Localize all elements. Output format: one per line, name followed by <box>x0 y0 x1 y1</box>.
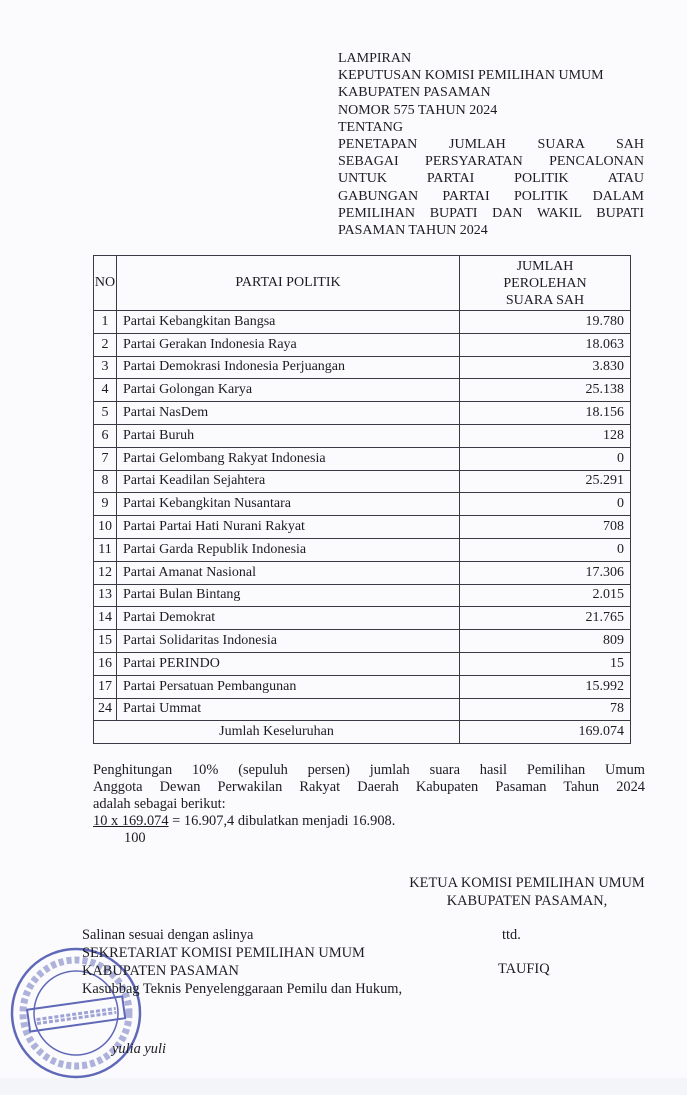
party-name: Partai Kebangkitan Bangsa <box>117 311 460 334</box>
table-row <box>94 402 631 425</box>
header-line: PEMILIHAN BUPATI DAN WAKIL BUPATI <box>338 205 644 221</box>
vote-count: 15 <box>460 652 631 675</box>
vote-count: 18.156 <box>460 402 631 425</box>
header-line: LAMPIRAN <box>338 51 412 66</box>
row-number: 17 <box>94 675 117 698</box>
party-name: Partai Persatuan Pembangunan <box>117 675 460 698</box>
table-row <box>94 675 631 698</box>
table-row <box>94 356 631 379</box>
table-row <box>94 424 631 447</box>
table-row <box>94 470 631 493</box>
chair-title <box>400 874 654 910</box>
table-row <box>94 698 631 721</box>
party-name: Partai Partai Hati Nurani Rakyat <box>117 516 460 539</box>
vote-count: 19.780 <box>460 311 631 334</box>
vote-count: 17.306 <box>460 561 631 584</box>
paragraph-line: adalah sebagai berikut: <box>93 796 226 812</box>
col-votes-line: PEROLEHAN <box>503 275 587 291</box>
party-name: Partai Keadilan Sejahtera <box>117 470 460 493</box>
vote-count: 21.765 <box>460 607 631 630</box>
total-row <box>94 721 631 744</box>
vote-count: 25.138 <box>460 379 631 402</box>
chair-title-line: KABUPATEN PASAMAN, <box>446 893 608 909</box>
total-label: Jumlah Keseluruhan <box>94 721 460 744</box>
vote-count: 15.992 <box>460 675 631 698</box>
header-line: PASAMAN TAHUN 2024 <box>338 223 488 239</box>
table-row <box>94 607 631 630</box>
header-line: KABUPATEN PASAMAN <box>338 85 491 101</box>
vote-count: 25.291 <box>460 470 631 493</box>
paragraph-line: Penghitungan 10% (sepuluh persen) jumlah suara hasil Pemilihan Umum <box>93 762 645 778</box>
party-name: Partai Demokrasi Indonesia Perjuangan <box>117 356 460 379</box>
row-number: 13 <box>94 584 117 607</box>
header-line: GABUNGAN PARTAI POLITIK DALAM <box>338 188 644 204</box>
row-number: 5 <box>94 402 117 425</box>
calculation-formula <box>93 813 645 830</box>
row-number: 12 <box>94 561 117 584</box>
row-number: 4 <box>94 379 117 402</box>
calculation-paragraph <box>93 762 645 847</box>
row-number: 14 <box>94 607 117 630</box>
table-row <box>94 311 631 334</box>
total-value: 169.074 <box>460 721 631 744</box>
table-row <box>94 333 631 356</box>
paragraph-line: Anggota Dewan Perwakilan Rakyat Daerah Kabupaten Pasaman Tahun 2024 <box>93 779 645 795</box>
table-row <box>94 538 631 561</box>
header-line: KEPUTUSAN KOMISI PEMILIHAN UMUM <box>338 68 604 84</box>
party-name: Partai Demokrat <box>117 607 460 630</box>
vote-count: 0 <box>460 493 631 516</box>
copy-line: Kasubbag Teknis Penyelenggaraan Pemilu dan Hukum, <box>82 981 403 997</box>
table-row <box>94 584 631 607</box>
row-number: 2 <box>94 333 117 356</box>
row-number: 1 <box>94 311 117 334</box>
table-row <box>94 447 631 470</box>
col-no-header: NO <box>94 256 117 311</box>
table-row <box>94 379 631 402</box>
party-name: Partai PERINDO <box>117 652 460 675</box>
table-header-row <box>94 256 631 311</box>
vote-table <box>93 255 631 744</box>
row-number: 11 <box>94 538 117 561</box>
copy-certification <box>82 926 402 998</box>
party-name: Partai Garda Republik Indonesia <box>117 538 460 561</box>
party-name: Partai Buruh <box>117 424 460 447</box>
vote-count: 18.063 <box>460 333 631 356</box>
copy-line: SEKRETARIAT KOMISI PEMILIHAN UMUM <box>82 945 365 961</box>
row-number: 15 <box>94 630 117 653</box>
chair-title-line: KETUA KOMISI PEMILIHAN UMUM <box>409 875 645 891</box>
copy-line: KABUPATEN PASAMAN <box>82 963 239 979</box>
row-number: 8 <box>94 470 117 493</box>
header-line: SEBAGAI PERSYARATAN PENCALONAN <box>338 154 644 170</box>
col-votes-line: SUARA SAH <box>505 292 585 308</box>
party-name: Partai Ummat <box>117 698 460 721</box>
party-name: Partai Gelombang Rakyat Indonesia <box>117 447 460 470</box>
table-row <box>94 516 631 539</box>
vote-count: 3.830 <box>460 356 631 379</box>
party-name: Partai Solidaritas Indonesia <box>117 630 460 653</box>
col-party-header: PARTAI POLITIK <box>117 256 460 311</box>
row-number: 9 <box>94 493 117 516</box>
party-name: Partai Bulan Bintang <box>117 584 460 607</box>
party-name: Partai NasDem <box>117 402 460 425</box>
row-number: 6 <box>94 424 117 447</box>
attachment-header <box>338 50 644 239</box>
party-name: Partai Amanat Nasional <box>117 561 460 584</box>
col-votes-line: JUMLAH <box>516 258 574 274</box>
copy-line: Salinan sesuai dengan aslinya <box>82 927 254 943</box>
vote-count: 78 <box>460 698 631 721</box>
col-votes-header <box>460 256 631 311</box>
vote-count: 128 <box>460 424 631 447</box>
result: = 16.907,4 dibulatkan menjadi 16.908. <box>168 813 396 829</box>
vote-count: 2.015 <box>460 584 631 607</box>
header-line: NOMOR 575 TAHUN 2024 <box>338 102 498 118</box>
vote-count: 0 <box>460 447 631 470</box>
table-row <box>94 630 631 653</box>
vote-count: 809 <box>460 630 631 653</box>
vote-count: 0 <box>460 538 631 561</box>
numerator: 10 x 169.074 <box>93 813 169 829</box>
table-row <box>94 493 631 516</box>
party-name: Partai Golongan Karya <box>117 379 460 402</box>
header-line: TENTANG <box>338 119 403 135</box>
row-number: 10 <box>94 516 117 539</box>
header-line: PENETAPAN JUMLAH SUARA SAH <box>338 137 644 153</box>
row-number: 16 <box>94 652 117 675</box>
row-number: 7 <box>94 447 117 470</box>
party-name: Partai Kebangkitan Nusantara <box>117 493 460 516</box>
ttd: ttd. <box>502 927 521 943</box>
chair-name: TAUFIQ <box>498 961 550 977</box>
row-number: 24 <box>94 698 117 721</box>
copy-signer-name: yulia yuli <box>112 1041 166 1057</box>
table-row <box>94 652 631 675</box>
header-line: UNTUK PARTAI POLITIK ATAU <box>338 171 644 187</box>
vote-count: 708 <box>460 516 631 539</box>
table-row <box>94 561 631 584</box>
row-number: 3 <box>94 356 117 379</box>
denominator: 100 <box>124 830 146 846</box>
party-name: Partai Gerakan Indonesia Raya <box>117 333 460 356</box>
